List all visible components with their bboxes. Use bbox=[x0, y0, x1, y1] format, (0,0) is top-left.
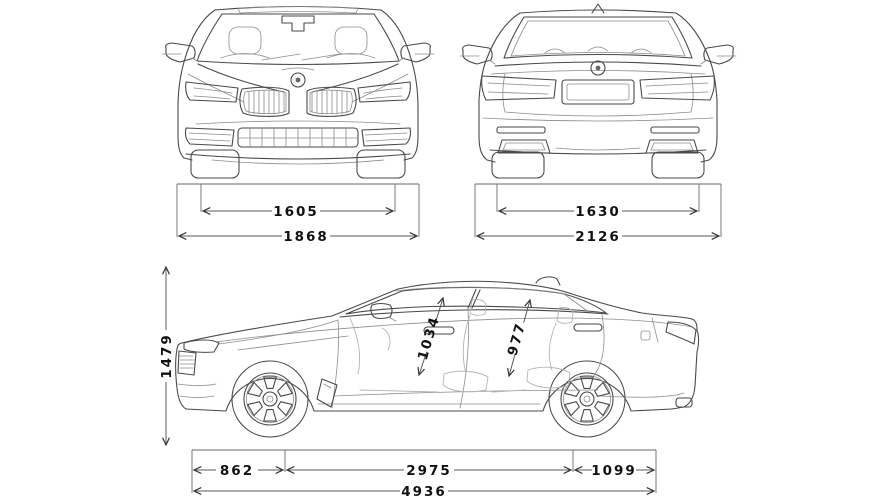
side-body-outline bbox=[176, 281, 699, 409]
rear-bumper-crease bbox=[483, 118, 713, 121]
front-overall-width-label: 1868 bbox=[283, 229, 329, 245]
fender-cut bbox=[332, 320, 339, 408]
license-plate bbox=[562, 80, 634, 104]
bmw-roundel-rear-icon bbox=[591, 61, 605, 75]
side-grille bbox=[178, 351, 196, 375]
front-sunroof bbox=[238, 7, 358, 14]
front-mirror-left bbox=[162, 43, 199, 62]
headrest-left bbox=[229, 27, 261, 54]
side-rear-wheel bbox=[549, 361, 625, 437]
side-mirror bbox=[371, 304, 396, 322]
rear-mirror-right bbox=[701, 45, 736, 64]
reflector-left bbox=[497, 127, 545, 133]
trunk-shoulder bbox=[495, 62, 701, 66]
side-front-wheel bbox=[232, 361, 308, 437]
side-underbody bbox=[186, 378, 672, 411]
rear-wheel-right bbox=[652, 152, 704, 178]
antenna-fin-icon bbox=[592, 4, 604, 13]
rear-mirror-left bbox=[460, 45, 495, 64]
rear-roof-line bbox=[520, 10, 676, 13]
rear-window bbox=[504, 17, 692, 58]
headlight-right bbox=[358, 82, 410, 102]
side-headlight bbox=[184, 340, 219, 352]
bmw-roundel-icon bbox=[291, 73, 305, 87]
overall-height-label: 1479 bbox=[159, 333, 175, 379]
rear-dimensions bbox=[475, 184, 721, 245]
front-wheel-left bbox=[191, 150, 239, 178]
rear-view-drawing bbox=[460, 4, 736, 178]
rear-headroom-label: 977 bbox=[504, 320, 530, 358]
front-splitter bbox=[186, 154, 410, 159]
front-windshield bbox=[197, 14, 399, 65]
fuel-door bbox=[641, 331, 650, 340]
front-bumper-lines bbox=[178, 384, 216, 398]
overall-length-label: 4936 bbox=[401, 484, 447, 500]
front-track-width-label: 1605 bbox=[273, 204, 319, 220]
front-dimensions bbox=[177, 184, 419, 245]
rear-overall-width-label: 2126 bbox=[575, 229, 621, 245]
wheelbase-label: 2975 bbox=[406, 463, 452, 479]
taillight-right bbox=[640, 76, 714, 100]
rearview-mirror-icon bbox=[282, 16, 314, 31]
b-pillar bbox=[468, 290, 480, 309]
side-dimensions bbox=[159, 267, 656, 500]
rear-wheel-left bbox=[492, 152, 544, 178]
front-headroom-label: 1034 bbox=[414, 313, 444, 363]
front-seats bbox=[221, 27, 375, 60]
front-bumper-intakes bbox=[186, 128, 411, 147]
taillight-left bbox=[482, 76, 556, 100]
shark-fin-antenna-icon bbox=[536, 277, 560, 285]
front-view-drawing bbox=[162, 7, 434, 179]
front-mirror-right bbox=[397, 43, 434, 62]
kidney-grille-icon bbox=[240, 87, 356, 116]
rear-overhang-label: 1099 bbox=[591, 463, 637, 479]
beltline bbox=[340, 310, 608, 317]
headlight-left bbox=[186, 82, 238, 102]
rear-door-handle bbox=[574, 324, 602, 331]
bumper-crease bbox=[196, 121, 400, 124]
wipers bbox=[262, 54, 340, 60]
headrest-right bbox=[335, 27, 367, 54]
front-overhang-label: 862 bbox=[219, 463, 255, 479]
reflector-right bbox=[651, 127, 699, 133]
side-view-drawing bbox=[176, 277, 699, 437]
rear-track-width-label: 1630 bbox=[575, 204, 621, 220]
front-wheel-right bbox=[357, 150, 405, 178]
rear-diffuser bbox=[556, 148, 640, 150]
